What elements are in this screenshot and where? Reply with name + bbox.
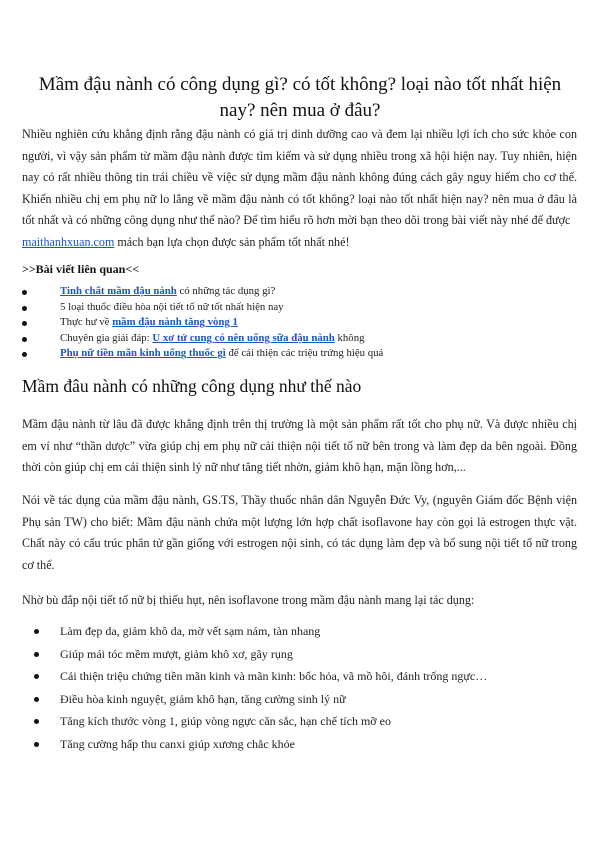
section-heading: Mầm đâu nành có những công dụng như thế nào xyxy=(22,376,362,396)
benefit-item xyxy=(22,665,577,688)
benefit-item xyxy=(22,710,577,733)
benefit-text: Làm đẹp da, giảm khô da, mờ vết sạm nám, tàn nhang xyxy=(60,624,321,638)
bullet-icon xyxy=(34,652,39,657)
bullet-icon xyxy=(22,321,27,326)
related-item-text: có những tác dụng gì? xyxy=(176,285,276,297)
benefit-item xyxy=(22,620,577,643)
bullet-icon xyxy=(34,674,39,679)
bullet-icon xyxy=(34,719,39,724)
related-item xyxy=(22,284,577,300)
bullet-icon xyxy=(22,290,27,295)
bullet-icon xyxy=(22,352,27,357)
related-link-tien-man-kinh[interactable]: Phụ nữ tiền mãn kinh uống thuốc gì xyxy=(60,347,226,360)
page-title: Mầm đậu nành có công dụng gì? có tốt không? loại nào tốt nhất hiện nay? nên mua ở đâu? xyxy=(38,74,562,121)
related-list xyxy=(22,284,577,362)
related-heading: >>Bài viết liên quan<< xyxy=(22,262,140,276)
benefit-item xyxy=(22,688,577,711)
bullet-icon xyxy=(34,697,39,702)
body-paragraph-2: Nói về tác dụng của mầm đậu nành, GS.TS, Thầy thuốc nhân dân Nguyễn Đức Vy, (nguyên Giám đốc Bệnh viện Phụ sản TW) cho biết: Mầm đậu nành chứa một lượng lớn hợp chất isoflavone hay còn gọi là estrogen thực vật. Chất này có cấu trúc phân tử gần giống với estrogen nội sinh, có tác dụng làm đẹp và bổ sung nội tiết tố nữ trong cơ thể. xyxy=(22,493,577,572)
related-item-text: không xyxy=(334,331,365,344)
related-item xyxy=(22,331,577,347)
related-item-text: 5 loại thuốc điều hòa nội tiết tố nữ tốt nhất hiện nay xyxy=(60,300,284,313)
related-item xyxy=(22,300,577,316)
bullet-icon xyxy=(34,629,39,634)
benefits-list xyxy=(22,620,577,756)
related-item-text: để cải thiện các triệu trứng hiệu quả xyxy=(225,347,384,360)
related-item-text: Thực hư về xyxy=(60,316,113,329)
body-paragraph-1: Mầm đậu nành từ lâu đã được khẳng định trên thị trường là một sản phẩm rất tốt cho phụ nữ. Và được nhiều chị em ví như “thần dược” vừa giúp chị em phụ nữ cải thiện nội tiết tố nữ bên trong và làm đẹp da bên ngoài. Đồng thời còn giúp chị em cải thiện sinh lý nữ như tăng tiết nhờn, giảm khô hạn, mặn lồng hơn,... xyxy=(22,417,577,474)
intro-paragraph xyxy=(22,124,577,253)
site-link[interactable]: maithanhxuan.com xyxy=(22,234,115,249)
related-link-tang-vong-1[interactable]: mầm đậu nành tăng vòng 1 xyxy=(112,316,238,329)
related-item-text: Chuyên gia giải đáp: xyxy=(60,331,153,344)
benefit-text: Giúp mái tóc mềm mượt, giảm khô xơ, gãy rụng xyxy=(60,646,293,661)
benefit-item xyxy=(22,643,577,666)
benefit-item xyxy=(22,733,577,756)
intro-text-end: mách bạn lựa chọn được sản phẩm tốt nhất nhé! xyxy=(114,234,350,249)
bullet-icon xyxy=(22,337,27,342)
intro-text: Nhiều nghiên cứu khẳng định rằng đậu nành có giá trị dinh dưỡng cao và đem lại nhiều lợi ích cho sức khỏe con người, vì vậy sản phẩm từ mầm đậu nành được tìm kiếm và sử dụng nhiều trong xã hội hiện nay. Tuy nhiên, hiện nay có rất nhiều thông tin trái chiều về việc sử dụng mầm đậu nành không đúng cách gây nguy hiểm cho cơ thể. Khiến nhiều chị em phụ nữ lo lắng về mầm đậu nành có tốt không? loại nào tốt nhất hiện nay? nên mua ở đâu là tốt nhất và có những công dụng như thế nào? Để tìm hiểu rõ hơn mời bạn theo dõi trong bài viết này nhé để được xyxy=(22,127,577,227)
benefit-text: Điều hòa kinh nguyệt, giảm khô hạn, tăng cường sinh lý nữ xyxy=(60,691,346,706)
benefit-text: Tăng kích thước vòng 1, giúp vòng ngực căn sắc, hạn chế tích mỡ eo xyxy=(60,714,391,729)
related-item xyxy=(22,346,577,362)
benefit-text: Tăng cường hấp thu canxi giúp xương chắc khỏe xyxy=(60,736,295,751)
related-link-u-xo[interactable]: U xơ tử cung có nên uống sữa đậu nành xyxy=(152,331,335,344)
body-paragraph-3: Nhờ bù đắp nội tiết tố nữ bị thiếu hụt, nên isoflavone trong mầm đậu nành mang lại tác dụng: xyxy=(22,593,475,607)
bullet-icon xyxy=(34,742,39,747)
bullet-icon xyxy=(22,306,27,311)
benefit-text: Cải thiện triệu chứng tiền mãn kinh và mãn kinh: bốc hỏa, vã mồ hôi, đánh trống ngực… xyxy=(60,669,488,684)
related-item xyxy=(22,315,577,331)
related-link-tinh-chat[interactable]: Tinh chất mầm đậu nành xyxy=(60,285,177,297)
